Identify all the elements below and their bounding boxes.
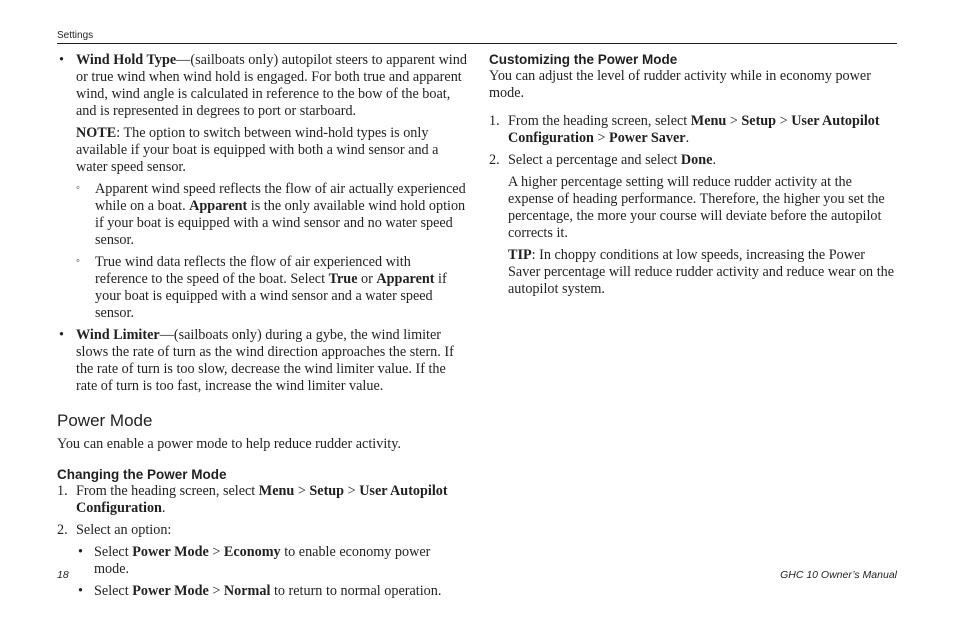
bullet: • [78,583,83,599]
power-mode-intro: You can enable a power mode to help reduce rudder activity. [57,436,401,452]
right-column [489,52,899,303]
header-rule [57,43,897,44]
bullet: • [59,52,64,68]
option-normal: • Select Power Mode > Normal to return to normal operation. [78,583,442,599]
power-mode-heading: Power Mode [57,411,153,430]
step-1: 1. From the heading screen, select Menu > Setup > User Autopilot Configuration. [57,483,448,516]
option-economy: • Select Power Mode > Economy to enable economy power mode. [78,544,431,577]
percentage-explanation: A higher percentage setting will reduce rudder activity at the expense of heading performance. Therefore, the higher you set the percentage, the more your course will deviate before the autopilot corrects it. [508,174,885,241]
list-item-wind-hold [57,52,467,120]
bullet: • [59,327,64,343]
wind-hold-text: Wind Hold Type—(sailboats only) autopilot steers to apparent wind or true wind when wind hold is engaged. For both true and apparent wind, wind angle is calculated in reference to the bow of the boat, and is represented in degrees to port or starboard. [76,52,467,119]
circle-bullet: ◦ [76,182,80,194]
sublist-item-apparent: ◦ Apparent wind speed reflects the flow of air actually experienced while on a boat. Apparent is the only available wind hold option if your boat is equipped with a wind sensor and no water speed sensor. [76,181,466,248]
wind-hold-note: NOTE: The option to switch between wind-hold types is only available if your boat is equipped with both a wind sensor and a water speed sensor. [76,125,439,175]
step-2: 2. Select a percentage and select Done. [489,152,716,168]
page-number: 18 [57,569,69,581]
changing-power-mode-heading: Changing the Power Mode [57,467,227,482]
tip: TIP: In choppy conditions at low speeds, increasing the Power Saver percentage will reduce rudder activity and reduce wear on the autopilot system. [508,247,895,297]
circle-bullet: ◦ [76,255,80,267]
customizing-power-mode-heading: Customizing the Power Mode [489,52,678,67]
list-item-wind-limiter: • Wind Limiter—(sailboats only) during a gybe, the wind limiter slows the rate of turn as the wind direction approaches the stern. If the rate of turn is too slow, decrease the wind limiter value. If the rate of turn is too fast, increase the wind limiter value. [59,327,454,394]
customizing-intro: You can adjust the level of rudder activity while in economy power mode. [489,68,871,101]
step-2: 2. Select an option: [57,522,172,538]
left-column [57,52,467,605]
section-header: Settings [57,30,94,41]
bullet: • [78,544,83,560]
manual-title: GHC 10 Owner’s Manual [780,569,897,581]
step-1: 1. From the heading screen, select Menu > Setup > User Autopilot Configuration > Power Saver. [489,113,880,146]
sublist-item-true: ◦ True wind data reflects the flow of air experienced with reference to the speed of the boat. Select True or Apparent if your boat is equipped with a wind sensor and a water speed sensor. [76,254,447,321]
